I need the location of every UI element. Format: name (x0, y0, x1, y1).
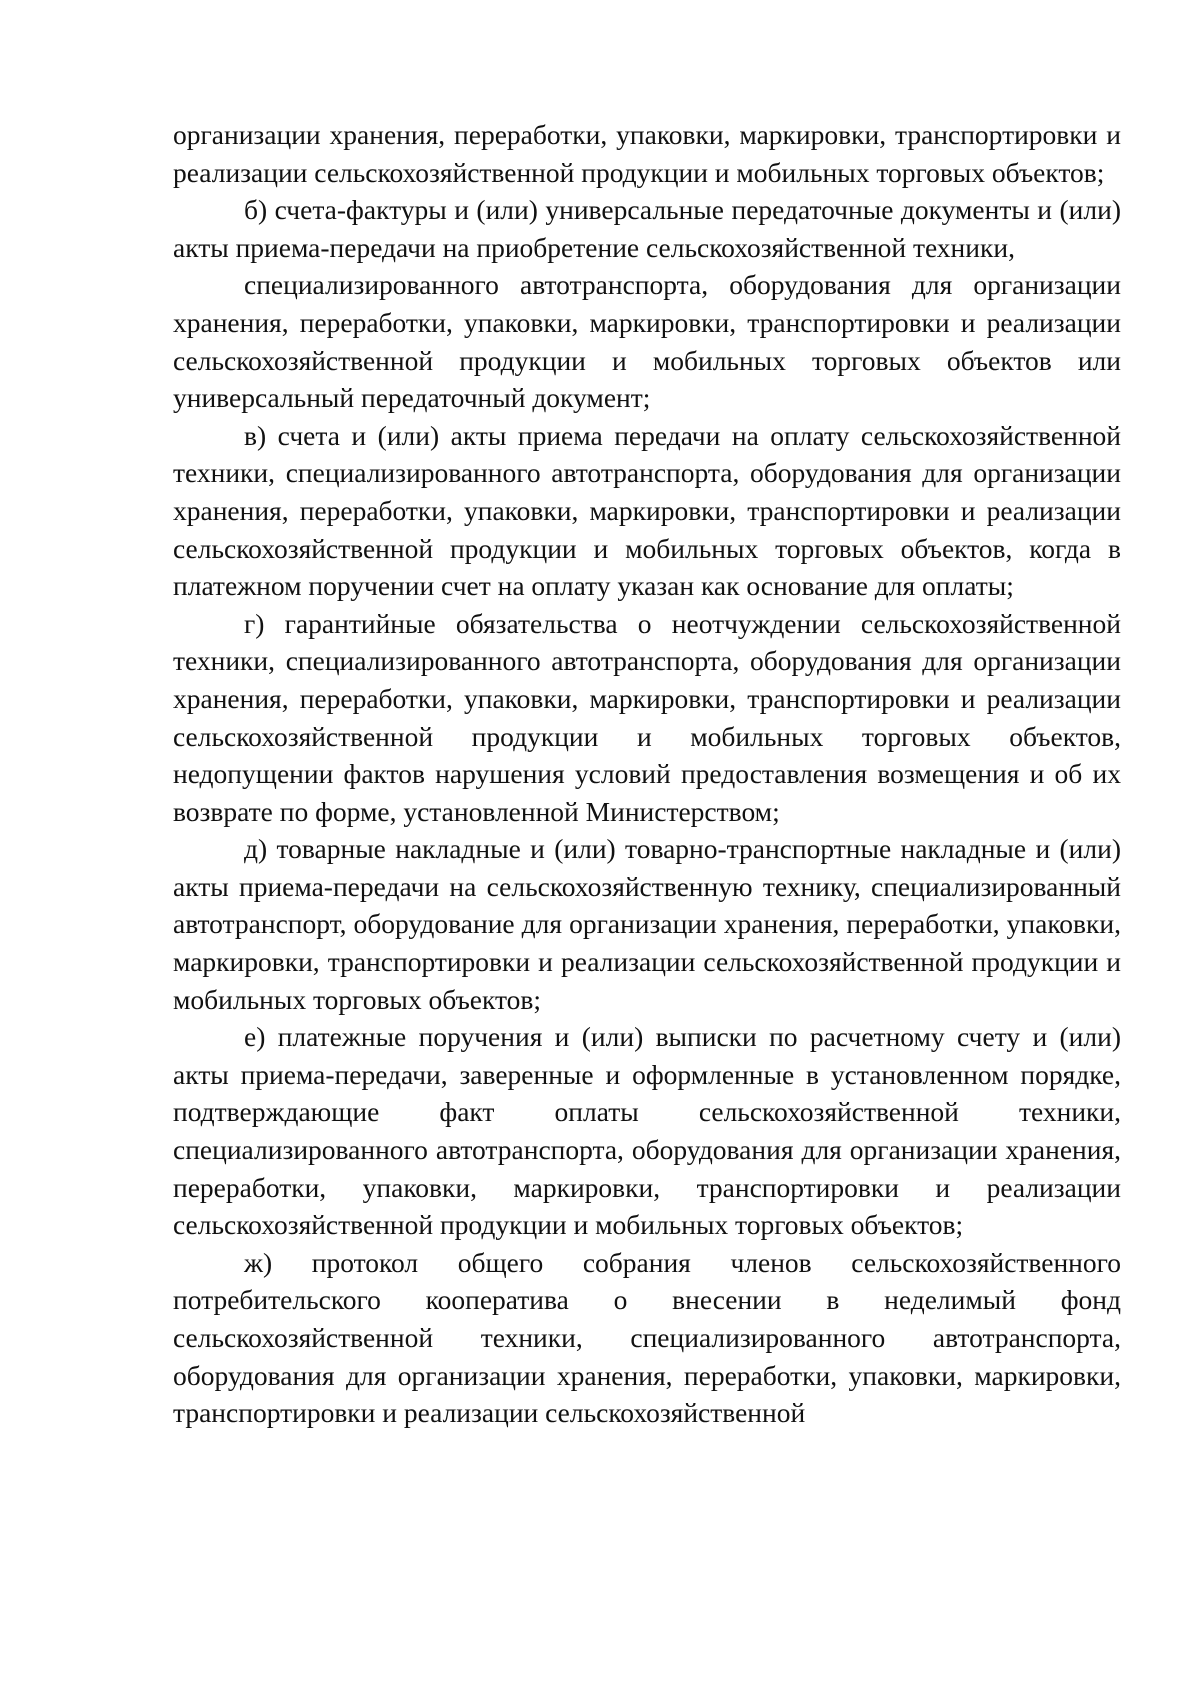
document-body (173, 116, 1121, 1432)
paragraph-item-zh: ж) протокол общего собрания членов сельскохозяйственного потребительского кооператива о внесении в неделимый фонд сельскохозяйственной техники, специализированного автотранспорта, оборудования для организации хранения, переработки, упаковки, маркировки, транспортировки и реализации сельскохозяйственной (173, 1246, 1121, 1429)
paragraph-item-b: б) счета-фактуры и (или) универсальные передаточные документы и (или) акты приема-передачи на приобретение сельскохозяйственной техники, (173, 194, 1121, 263)
paragraph-item-d: д) товарные накладные и (или) товарно-транспортные накладные и (или) акты приема-передачи на сельскохозяйственную технику, специализированный автотранспорт, оборудование для организации хранения, переработки, упаковки, маркировки, транспортировки и реализации сельскохозяйственной продукции и мобильных торговых объектов; (173, 833, 1121, 1015)
paragraph-item-g: г) гарантийные обязательства о неотчуждении сельскохозяйственной техники, специализированного автотранспорта, оборудования для организации хранения, переработки, упаковки, маркировки, транспортировки и реализации сельскохозяйственной продукции и мобильных торговых объектов, недопущении фактов нарушения условий предоставления возмещения и об их возврате по форме, установленной Министерством; (173, 607, 1121, 827)
paragraph-item-b-continued: специализированного автотранспорта, оборудования для организации хранения, переработки, упаковки, маркировки, транспортировки и реализации сельскохозяйственной продукции и мобильных торговых объектов или универсальный передаточный документ; (173, 269, 1121, 414)
paragraph-continuation: организации хранения, переработки, упаковки, маркировки, транспортировки и реализации сельскохозяйственной продукции и мобильных торговых объектов; (173, 119, 1121, 188)
paragraph-item-v: в) счета и (или) акты приема передачи на оплату сельскохозяйственной техники, специализированного автотранспорта, оборудования для организации хранения, переработки, упаковки, маркировки, транспортировки и реализации сельскохозяйственной продукции и мобильных торговых объектов, когда в платежном поручении счет на оплату указан как основание для оплаты; (173, 419, 1121, 602)
paragraph-item-e: е) платежные поручения и (или) выписки по расчетному счету и (или) акты приема-передачи, заверенные и оформленные в установленном порядке, подтверждающие факт оплаты сельскохозяйственной техники, специализированного автотранспорта, оборудования для организации хранения, переработки, упаковки, маркировки, транспортировки и реализации сельскохозяйственной продукции и мобильных торговых объектов; (173, 1021, 1121, 1241)
